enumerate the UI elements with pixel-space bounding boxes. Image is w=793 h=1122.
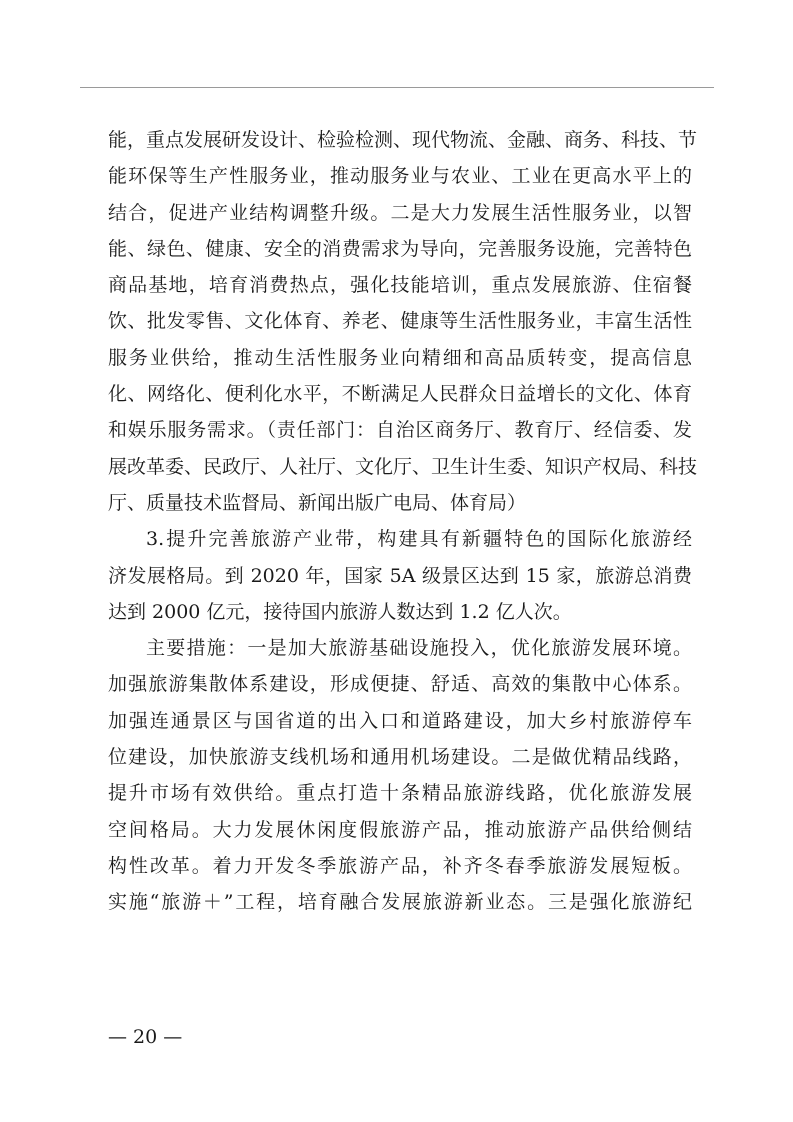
text-line: 结合，促进产业结构调整升级。二是大力发展生活性服务业，以智: [108, 201, 692, 224]
text-line: 化、网络化、便利化水平，不断满足人民群众日益增长的文化、体育: [108, 383, 692, 406]
text-line: 济发展格局。到 2020 年，国家 5A 级景区达到 15 家，旅游总消费: [108, 564, 692, 587]
text-line: 服务业供给，推动生活性服务业向精细和高品质转变，提高信息: [108, 346, 692, 369]
section-heading-line: 3.提升完善旅游产业带，构建具有新疆特色的国际化旅游经: [146, 528, 692, 551]
text-line: 和娱乐服务需求。（责任部门：自治区商务厅、教育厅、经信委、发: [108, 419, 692, 442]
text-line: 加强连通景区与国省道的出入口和道路建设，加大乡村旅游停车: [108, 709, 692, 732]
paragraph-start-line: 主要措施：一是加大旅游基础设施投入，优化旅游发展环境。: [146, 637, 692, 660]
text-line: 能环保等生产性服务业，推动服务业与农业、工业在更高水平上的: [108, 165, 692, 188]
text-line: 提升市场有效供给。重点打造十条精品旅游线路，优化旅游发展: [108, 782, 692, 805]
text-line: 饮、批发零售、文化体育、养老、健康等生活性服务业，丰富生活性: [108, 310, 692, 333]
text-line: 商品基地，培育消费热点，强化技能培训，重点发展旅游、住宿餐: [108, 274, 692, 297]
text-line: 实施“旅游＋”工程，培育融合发展旅游新业态。三是强化旅游纪: [108, 891, 692, 914]
text-line: 厅、质量技术监督局、新闻出版广电局、体育局）: [108, 491, 527, 514]
text-line: 展改革委、民政厅、人社厅、文化厅、卫生计生委、知识产权局、科技: [108, 455, 698, 478]
text-line: 构性改革。着力开发冬季旅游产品，补齐冬春季旅游发展短板。: [108, 854, 692, 877]
page-number: — 20 —: [108, 1026, 183, 1048]
body-text: [108, 122, 698, 921]
text-line: 位建设，加快旅游支线机场和通用机场建设。二是做优精品线路，: [108, 746, 692, 769]
text-line: 加强旅游集散体系建设，形成便捷、舒适、高效的集散中心体系。: [108, 673, 692, 696]
text-line: 能，重点发展研发设计、检验检测、现代物流、金融、商务、科技、节: [108, 129, 698, 151]
text-line: 能、绿色、健康、安全的消费需求为导向，完善服务设施，完善特色: [108, 237, 692, 260]
header-rule: [80, 87, 714, 88]
text-line: 达到 2000 亿元，接待国内旅游人数达到 1.2 亿人次。: [108, 600, 572, 623]
text-line: 空间格局。大力发展休闲度假旅游产品，推动旅游产品供给侧结: [108, 818, 692, 841]
